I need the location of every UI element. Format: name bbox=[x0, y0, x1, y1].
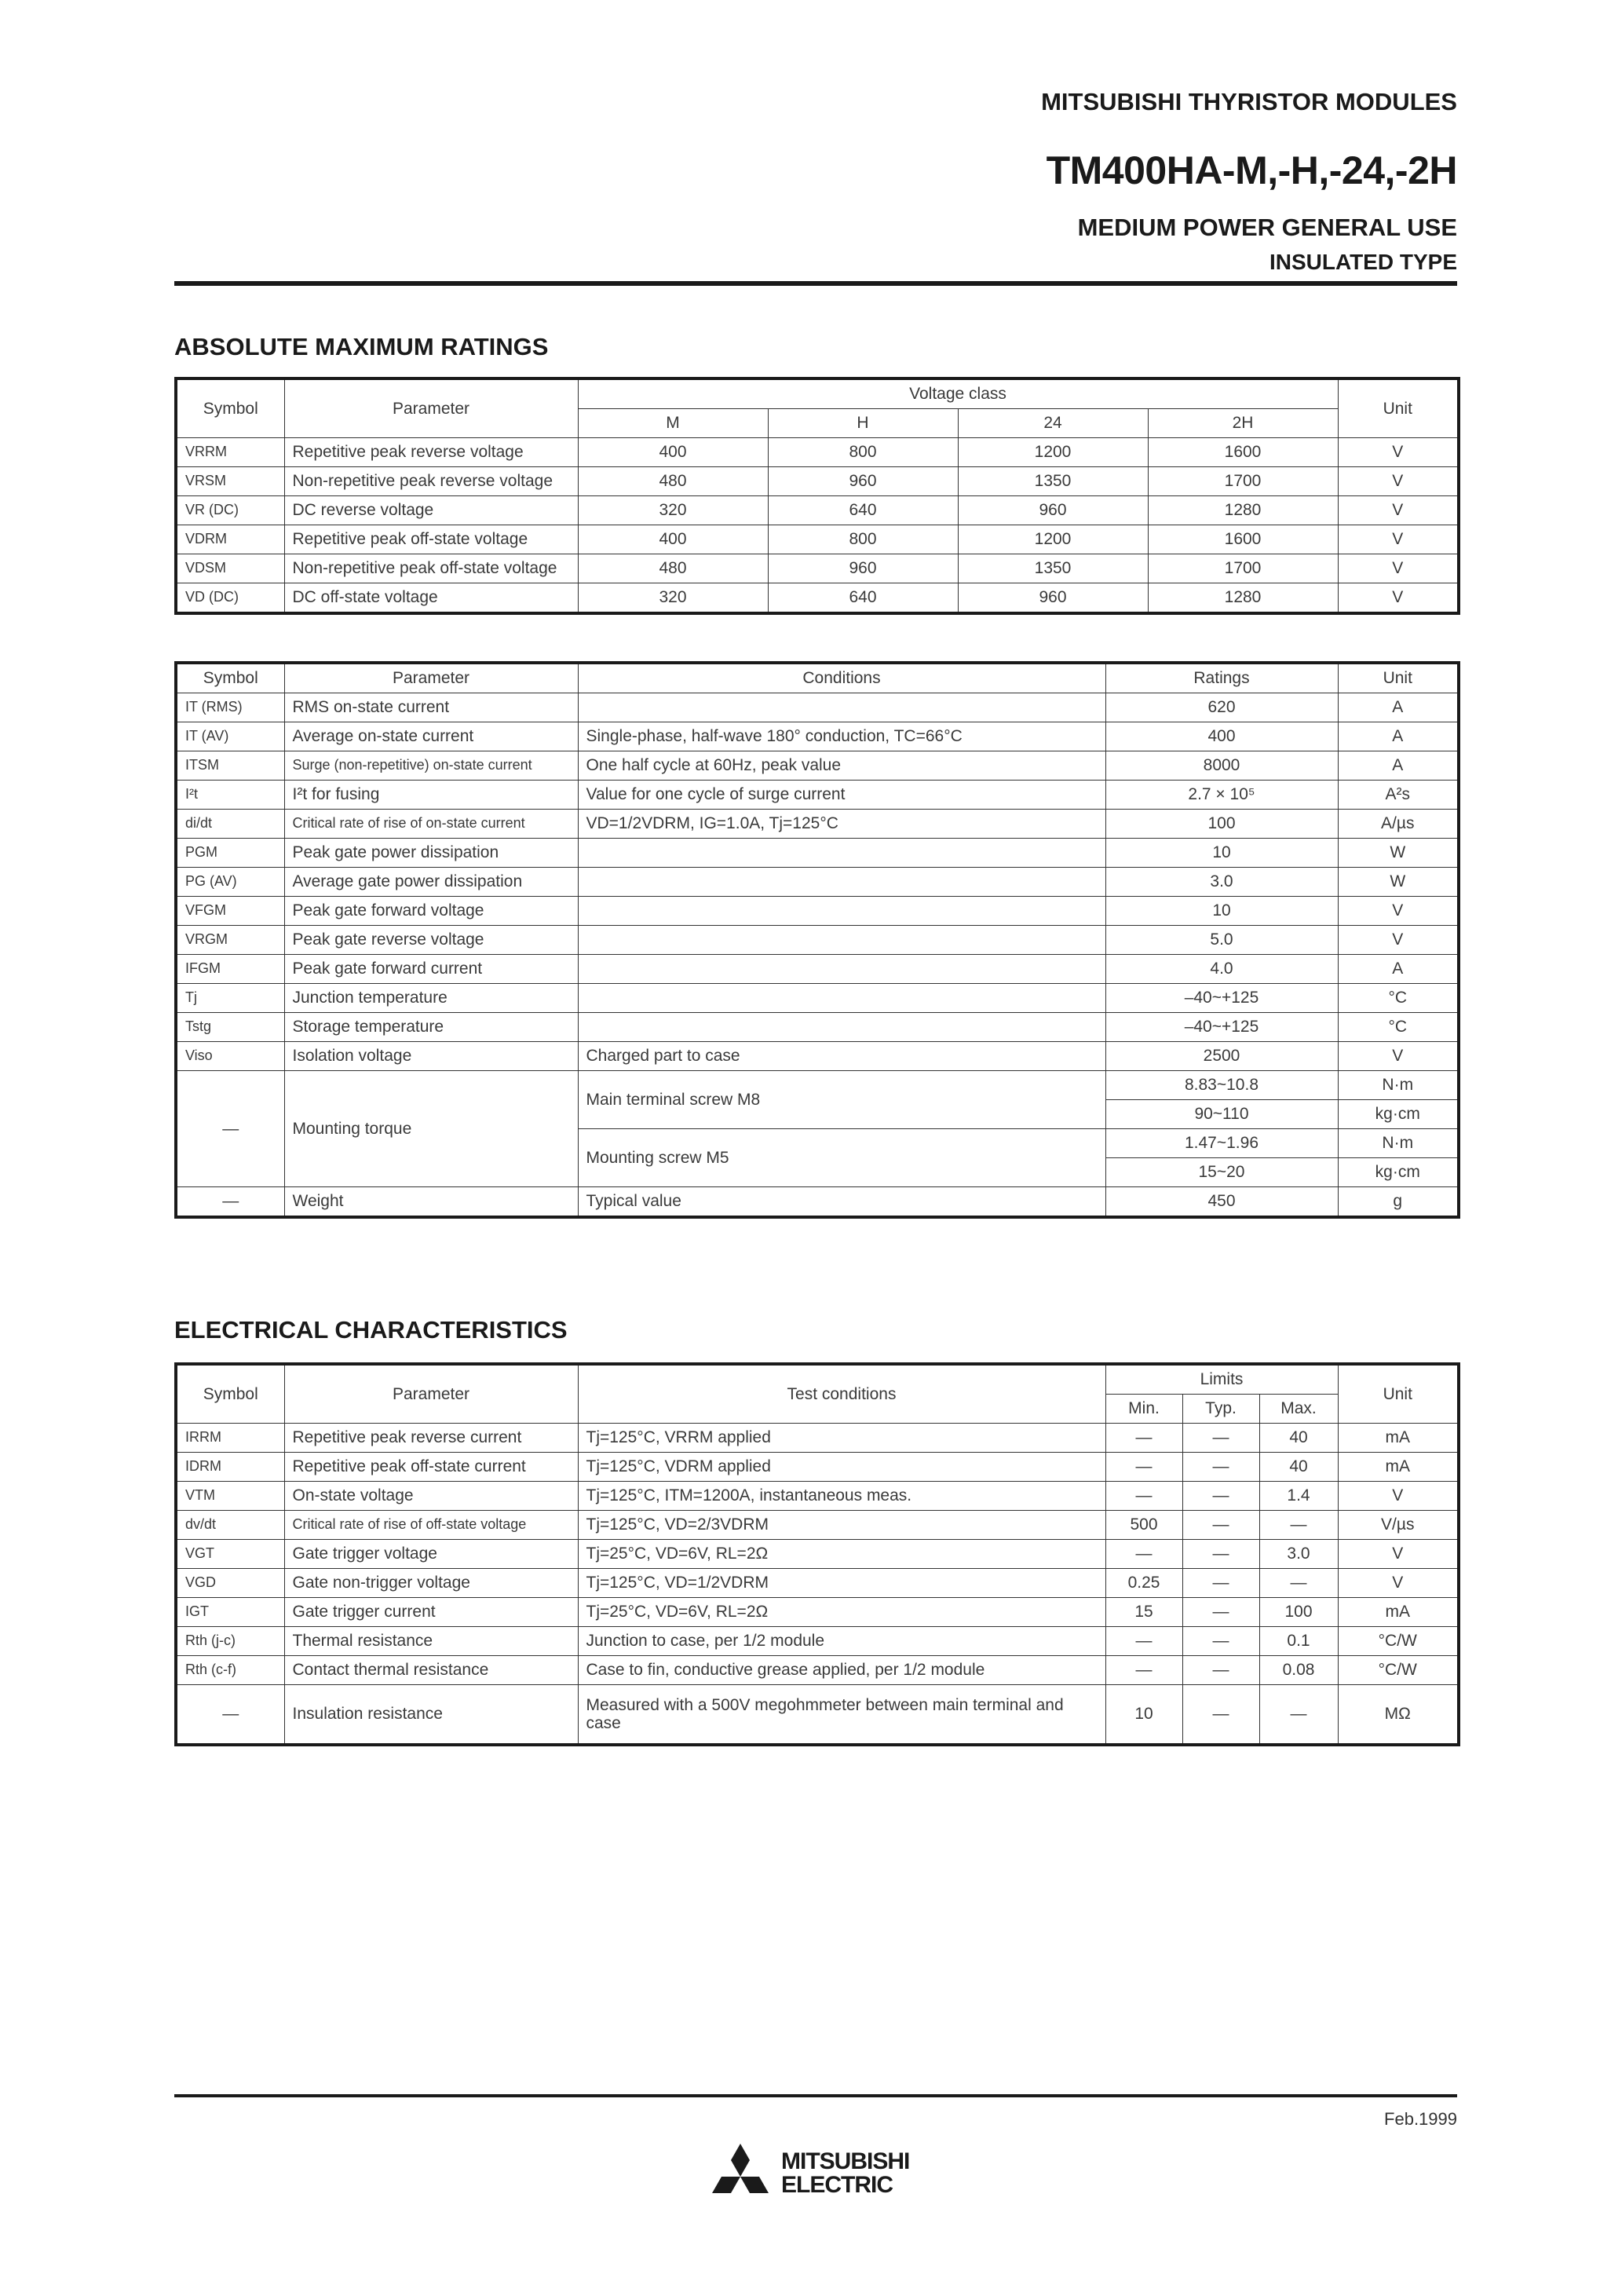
unit-cell: V bbox=[1338, 1540, 1459, 1569]
logo-text-line1: MITSUBISHI bbox=[781, 2148, 910, 2174]
conditions-cell bbox=[578, 897, 1105, 926]
value-cell: 1350 bbox=[958, 554, 1148, 583]
header-cell: Parameter bbox=[284, 663, 578, 693]
unit-cell: MΩ bbox=[1338, 1685, 1459, 1745]
typ-cell: — bbox=[1182, 1511, 1259, 1540]
value-cell: 800 bbox=[768, 525, 958, 554]
typ-cell: — bbox=[1182, 1569, 1259, 1598]
table-row bbox=[176, 751, 1459, 781]
symbol-cell: Tj bbox=[176, 984, 284, 1013]
value-cell: 1600 bbox=[1148, 438, 1338, 467]
conditions-cell: Tj=125°C, VD=1/2VDRM bbox=[578, 1569, 1105, 1598]
header-cell: Unit bbox=[1338, 378, 1459, 438]
typ-cell: — bbox=[1182, 1540, 1259, 1569]
min-cell: 500 bbox=[1105, 1511, 1182, 1540]
parameter-cell: Surge (non-repetitive) on-state current bbox=[284, 751, 578, 781]
symbol-cell: — bbox=[176, 1071, 284, 1187]
symbol-cell: VDSM bbox=[176, 554, 284, 583]
max-cell: 40 bbox=[1259, 1424, 1338, 1453]
max-cell: — bbox=[1259, 1685, 1338, 1745]
symbol-cell: dv/dt bbox=[176, 1511, 284, 1540]
max-cell: — bbox=[1259, 1511, 1338, 1540]
parameter-cell: Critical rate of rise of off-state voltage bbox=[284, 1511, 578, 1540]
min-cell: 0.25 bbox=[1105, 1569, 1182, 1598]
conditions-cell: Value for one cycle of surge current bbox=[578, 781, 1105, 810]
symbol-cell: VRGM bbox=[176, 926, 284, 955]
parameter-cell: Thermal resistance bbox=[284, 1627, 578, 1656]
conditions-cell: Tj=25°C, VD=6V, RL=2Ω bbox=[578, 1598, 1105, 1627]
type-line: INSULATED TYPE bbox=[1269, 250, 1457, 274]
min-cell: — bbox=[1105, 1453, 1182, 1482]
value-cell: 1200 bbox=[958, 525, 1148, 554]
table-row bbox=[176, 722, 1459, 751]
table-row bbox=[176, 810, 1459, 839]
typ-cell: — bbox=[1182, 1482, 1259, 1511]
unit-cell: A²s bbox=[1338, 781, 1459, 810]
voltage-class-table bbox=[174, 377, 1460, 615]
max-cell: 100 bbox=[1259, 1598, 1338, 1627]
symbol-cell: Viso bbox=[176, 1042, 284, 1071]
value-cell: 480 bbox=[578, 467, 768, 496]
typ-cell: — bbox=[1182, 1627, 1259, 1656]
symbol-cell: VR (DC) bbox=[176, 496, 284, 525]
parameter-cell: Peak gate forward voltage bbox=[284, 897, 578, 926]
unit-cell: A/µs bbox=[1338, 810, 1459, 839]
typ-cell: — bbox=[1182, 1424, 1259, 1453]
unit-cell: V bbox=[1338, 496, 1459, 525]
value-cell: 320 bbox=[578, 583, 768, 614]
symbol-cell: VGD bbox=[176, 1569, 284, 1598]
max-cell: 3.0 bbox=[1259, 1540, 1338, 1569]
value-cell: 1280 bbox=[1148, 583, 1338, 614]
document-date: Feb.1999 bbox=[1384, 2109, 1457, 2129]
parameter-cell: Average on-state current bbox=[284, 722, 578, 751]
symbol-cell: PGM bbox=[176, 839, 284, 868]
header-cell: Max. bbox=[1259, 1395, 1338, 1424]
typ-cell: — bbox=[1182, 1598, 1259, 1627]
conditions-cell: Tj=125°C, VRRM applied bbox=[578, 1424, 1105, 1453]
unit-cell: W bbox=[1338, 868, 1459, 897]
header-cell: Symbol bbox=[176, 1364, 284, 1424]
value-cell: 960 bbox=[958, 496, 1148, 525]
symbol-cell: Rth (c-f) bbox=[176, 1656, 284, 1685]
parameter-cell: DC off-state voltage bbox=[284, 583, 578, 614]
symbol-cell: IGT bbox=[176, 1598, 284, 1627]
parameter-cell: Isolation voltage bbox=[284, 1042, 578, 1071]
conditions-cell bbox=[578, 868, 1105, 897]
rating-cell: 2500 bbox=[1105, 1042, 1338, 1071]
value-cell: 1600 bbox=[1148, 525, 1338, 554]
max-cell: — bbox=[1259, 1569, 1338, 1598]
unit-cell: °C bbox=[1338, 1013, 1459, 1042]
header-cell: Unit bbox=[1338, 663, 1459, 693]
parameter-cell: Repetitive peak reverse current bbox=[284, 1424, 578, 1453]
symbol-cell: PG (AV) bbox=[176, 868, 284, 897]
rating-cell: 620 bbox=[1105, 693, 1338, 722]
unit-cell: V bbox=[1338, 1482, 1459, 1511]
header-cell: Min. bbox=[1105, 1395, 1182, 1424]
rating-cell: 10 bbox=[1105, 839, 1338, 868]
min-cell: — bbox=[1105, 1540, 1182, 1569]
table-row bbox=[176, 926, 1459, 955]
conditions-cell: Tj=125°C, VDRM applied bbox=[578, 1453, 1105, 1482]
min-cell: 15 bbox=[1105, 1598, 1182, 1627]
unit-cell: V bbox=[1338, 438, 1459, 467]
parameter-cell: I²t for fusing bbox=[284, 781, 578, 810]
table-row bbox=[176, 839, 1459, 868]
min-cell: — bbox=[1105, 1424, 1182, 1453]
header-cell: Limits bbox=[1105, 1364, 1338, 1395]
symbol-cell: VDRM bbox=[176, 525, 284, 554]
unit-cell: A bbox=[1338, 955, 1459, 984]
unit-cell: °C/W bbox=[1338, 1627, 1459, 1656]
unit-cell: N·m bbox=[1338, 1071, 1459, 1100]
table-row bbox=[176, 1013, 1459, 1042]
max-cell: 0.1 bbox=[1259, 1627, 1338, 1656]
header-cell: Symbol bbox=[176, 663, 284, 693]
min-cell: — bbox=[1105, 1627, 1182, 1656]
ratings-table bbox=[174, 661, 1460, 1219]
model-title: TM400HA-M,-H,-24,-2H bbox=[1046, 148, 1457, 192]
value-cell: 640 bbox=[768, 496, 958, 525]
parameter-cell: Contact thermal resistance bbox=[284, 1656, 578, 1685]
parameter-cell: Gate trigger voltage bbox=[284, 1540, 578, 1569]
logo-diamond-right bbox=[740, 2177, 769, 2193]
min-cell: — bbox=[1105, 1656, 1182, 1685]
conditions-cell: Tj=125°C, ITM=1200A, instantaneous meas. bbox=[578, 1482, 1105, 1511]
conditions-cell: Tj=125°C, VD=2/3VDRM bbox=[578, 1511, 1105, 1540]
typ-cell: — bbox=[1182, 1453, 1259, 1482]
symbol-cell: VFGM bbox=[176, 897, 284, 926]
parameter-cell: Non-repetitive peak reverse voltage bbox=[284, 467, 578, 496]
conditions-cell bbox=[578, 839, 1105, 868]
header-rule bbox=[174, 281, 1457, 286]
rating-cell: –40~+125 bbox=[1105, 1013, 1338, 1042]
conditions-cell bbox=[578, 1013, 1105, 1042]
conditions-cell: One half cycle at 60Hz, peak value bbox=[578, 751, 1105, 781]
table-row bbox=[176, 1627, 1459, 1656]
table-row bbox=[176, 1482, 1459, 1511]
value-cell: 400 bbox=[578, 438, 768, 467]
symbol-cell: IT (RMS) bbox=[176, 693, 284, 722]
parameter-cell: Junction temperature bbox=[284, 984, 578, 1013]
table-row bbox=[176, 868, 1459, 897]
unit-cell: °C/W bbox=[1338, 1656, 1459, 1685]
parameter-cell: Critical rate of rise of on-state current bbox=[284, 810, 578, 839]
symbol-cell: I²t bbox=[176, 781, 284, 810]
rating-cell: 15~20 bbox=[1105, 1158, 1338, 1187]
table-row bbox=[176, 1540, 1459, 1569]
value-cell: 1700 bbox=[1148, 554, 1338, 583]
table-row bbox=[176, 438, 1459, 467]
unit-cell: mA bbox=[1338, 1424, 1459, 1453]
table-row bbox=[176, 1685, 1459, 1745]
conditions-cell bbox=[578, 693, 1105, 722]
unit-cell: V bbox=[1338, 467, 1459, 496]
table-row bbox=[176, 1569, 1459, 1598]
symbol-cell: Rth (j-c) bbox=[176, 1627, 284, 1656]
value-cell: 1200 bbox=[958, 438, 1148, 467]
parameter-cell: Peak gate power dissipation bbox=[284, 839, 578, 868]
header-cell: Test conditions bbox=[578, 1364, 1105, 1424]
header-cell: Ratings bbox=[1105, 663, 1338, 693]
rating-cell: 4.0 bbox=[1105, 955, 1338, 984]
header-cell: Symbol bbox=[176, 378, 284, 438]
unit-cell: A bbox=[1338, 693, 1459, 722]
logo-diamond-top bbox=[731, 2144, 750, 2177]
conditions-cell: Single-phase, half-wave 180° conduction, TC=66°C bbox=[578, 722, 1105, 751]
parameter-cell: Average gate power dissipation bbox=[284, 868, 578, 897]
header-cell: Typ. bbox=[1182, 1395, 1259, 1424]
conditions-cell: Junction to case, per 1/2 module bbox=[578, 1627, 1105, 1656]
typ-cell: — bbox=[1182, 1685, 1259, 1745]
symbol-cell: IT (AV) bbox=[176, 722, 284, 751]
header-cell: Unit bbox=[1338, 1364, 1459, 1424]
symbol-cell: — bbox=[176, 1685, 284, 1745]
unit-cell: A bbox=[1338, 722, 1459, 751]
table-row bbox=[176, 583, 1459, 614]
rating-cell: 1.47~1.96 bbox=[1105, 1129, 1338, 1158]
symbol-cell: VRRM bbox=[176, 438, 284, 467]
value-cell: 400 bbox=[578, 525, 768, 554]
parameter-cell: On-state voltage bbox=[284, 1482, 578, 1511]
unit-cell: V bbox=[1338, 897, 1459, 926]
electrical-characteristics-table bbox=[174, 1362, 1460, 1746]
unit-cell: N·m bbox=[1338, 1129, 1459, 1158]
rating-cell: 8000 bbox=[1105, 751, 1338, 781]
parameter-cell: Peak gate forward current bbox=[284, 955, 578, 984]
mitsubishi-electric-logo bbox=[704, 2137, 924, 2216]
parameter-cell: Repetitive peak off-state voltage bbox=[284, 525, 578, 554]
rating-cell: 400 bbox=[1105, 722, 1338, 751]
table-row bbox=[176, 955, 1459, 984]
symbol-cell: — bbox=[176, 1187, 284, 1218]
min-cell: 10 bbox=[1105, 1685, 1182, 1745]
conditions-cell: Measured with a 500V megohmmeter between main terminal and case bbox=[578, 1685, 1105, 1745]
max-cell: 0.08 bbox=[1259, 1656, 1338, 1685]
typ-cell: — bbox=[1182, 1656, 1259, 1685]
parameter-cell: Mounting torque bbox=[284, 1071, 578, 1187]
table-row bbox=[176, 554, 1459, 583]
series-line: MEDIUM POWER GENERAL USE bbox=[1077, 214, 1457, 241]
rating-cell: 90~110 bbox=[1105, 1100, 1338, 1129]
value-cell: 1700 bbox=[1148, 467, 1338, 496]
max-cell: 1.4 bbox=[1259, 1482, 1338, 1511]
symbol-cell: di/dt bbox=[176, 810, 284, 839]
value-cell: 960 bbox=[768, 554, 958, 583]
unit-cell: W bbox=[1338, 839, 1459, 868]
unit-cell: g bbox=[1338, 1187, 1459, 1218]
symbol-cell: ITSM bbox=[176, 751, 284, 781]
symbol-cell: VTM bbox=[176, 1482, 284, 1511]
parameter-cell: Gate non-trigger voltage bbox=[284, 1569, 578, 1598]
rating-cell: 5.0 bbox=[1105, 926, 1338, 955]
table-row bbox=[176, 1042, 1459, 1071]
header-cell: Voltage class bbox=[578, 378, 1338, 409]
conditions-cell: VD=1/2VDRM, IG=1.0A, Tj=125°C bbox=[578, 810, 1105, 839]
value-cell: 960 bbox=[958, 583, 1148, 614]
section-title-absolute-max: ABSOLUTE MAXIMUM RATINGS bbox=[174, 333, 549, 360]
symbol-cell: IFGM bbox=[176, 955, 284, 984]
brand-line: MITSUBISHI THYRISTOR MODULES bbox=[1041, 88, 1457, 115]
parameter-cell: Peak gate reverse voltage bbox=[284, 926, 578, 955]
rating-cell: 2.7 × 10⁵ bbox=[1105, 781, 1338, 810]
parameter-cell: Storage temperature bbox=[284, 1013, 578, 1042]
table-row bbox=[176, 496, 1459, 525]
parameter-cell: Gate trigger current bbox=[284, 1598, 578, 1627]
table-row bbox=[176, 1453, 1459, 1482]
min-cell: — bbox=[1105, 1482, 1182, 1511]
unit-cell: V/µs bbox=[1338, 1511, 1459, 1540]
unit-cell: V bbox=[1338, 926, 1459, 955]
parameter-cell: Non-repetitive peak off-state voltage bbox=[284, 554, 578, 583]
parameter-cell: DC reverse voltage bbox=[284, 496, 578, 525]
conditions-cell: Charged part to case bbox=[578, 1042, 1105, 1071]
unit-cell: mA bbox=[1338, 1598, 1459, 1627]
header-cell: H bbox=[768, 409, 958, 438]
section-title-electrical: ELECTRICAL CHARACTERISTICS bbox=[174, 1316, 568, 1344]
value-cell: 320 bbox=[578, 496, 768, 525]
unit-cell: V bbox=[1338, 554, 1459, 583]
conditions-cell bbox=[578, 926, 1105, 955]
conditions-cell: Main terminal screw M8 bbox=[578, 1071, 1105, 1129]
header-cell: Conditions bbox=[578, 663, 1105, 693]
conditions-cell: Case to fin, conductive grease applied, per 1/2 module bbox=[578, 1656, 1105, 1685]
max-cell: 40 bbox=[1259, 1453, 1338, 1482]
footer-rule bbox=[174, 2094, 1457, 2097]
unit-cell: V bbox=[1338, 1569, 1459, 1598]
parameter-cell: Repetitive peak reverse voltage bbox=[284, 438, 578, 467]
table-row bbox=[176, 525, 1459, 554]
rating-cell: 450 bbox=[1105, 1187, 1338, 1218]
table-row bbox=[176, 1598, 1459, 1627]
symbol-cell: VD (DC) bbox=[176, 583, 284, 614]
conditions-cell bbox=[578, 984, 1105, 1013]
header-cell: M bbox=[578, 409, 768, 438]
value-cell: 1350 bbox=[958, 467, 1148, 496]
unit-cell: V bbox=[1338, 1042, 1459, 1071]
table-row bbox=[176, 1656, 1459, 1685]
symbol-cell: VRSM bbox=[176, 467, 284, 496]
table-row bbox=[176, 693, 1459, 722]
parameter-cell: Weight bbox=[284, 1187, 578, 1218]
table-row bbox=[176, 897, 1459, 926]
header-cell: Parameter bbox=[284, 1364, 578, 1424]
table-row bbox=[176, 1424, 1459, 1453]
symbol-cell: IRRM bbox=[176, 1424, 284, 1453]
rating-cell: 100 bbox=[1105, 810, 1338, 839]
unit-cell: A bbox=[1338, 751, 1459, 781]
parameter-cell: RMS on-state current bbox=[284, 693, 578, 722]
rating-cell: –40~+125 bbox=[1105, 984, 1338, 1013]
logo-diamond-left bbox=[712, 2177, 740, 2193]
header-cell: Parameter bbox=[284, 378, 578, 438]
conditions-cell: Tj=25°C, VD=6V, RL=2Ω bbox=[578, 1540, 1105, 1569]
conditions-cell: Typical value bbox=[578, 1187, 1105, 1218]
symbol-cell: IDRM bbox=[176, 1453, 284, 1482]
logo-text-line2: ELECTRIC bbox=[781, 2172, 893, 2198]
value-cell: 480 bbox=[578, 554, 768, 583]
value-cell: 960 bbox=[768, 467, 958, 496]
unit-cell: V bbox=[1338, 525, 1459, 554]
table-row bbox=[176, 1511, 1459, 1540]
rating-cell: 3.0 bbox=[1105, 868, 1338, 897]
table-row bbox=[176, 781, 1459, 810]
unit-cell: V bbox=[1338, 583, 1459, 614]
table-row bbox=[176, 467, 1459, 496]
header-cell: 24 bbox=[958, 409, 1148, 438]
value-cell: 800 bbox=[768, 438, 958, 467]
parameter-cell: Insulation resistance bbox=[284, 1685, 578, 1745]
symbol-cell: VGT bbox=[176, 1540, 284, 1569]
unit-cell: mA bbox=[1338, 1453, 1459, 1482]
unit-cell: kg·cm bbox=[1338, 1100, 1459, 1129]
unit-cell: °C bbox=[1338, 984, 1459, 1013]
symbol-cell: Tstg bbox=[176, 1013, 284, 1042]
rating-cell: 10 bbox=[1105, 897, 1338, 926]
header-cell: 2H bbox=[1148, 409, 1338, 438]
table-row bbox=[176, 984, 1459, 1013]
conditions-cell bbox=[578, 955, 1105, 984]
rating-cell: 8.83~10.8 bbox=[1105, 1071, 1338, 1100]
conditions-cell: Mounting screw M5 bbox=[578, 1129, 1105, 1187]
value-cell: 640 bbox=[768, 583, 958, 614]
unit-cell: kg·cm bbox=[1338, 1158, 1459, 1187]
value-cell: 1280 bbox=[1148, 496, 1338, 525]
parameter-cell: Repetitive peak off-state current bbox=[284, 1453, 578, 1482]
